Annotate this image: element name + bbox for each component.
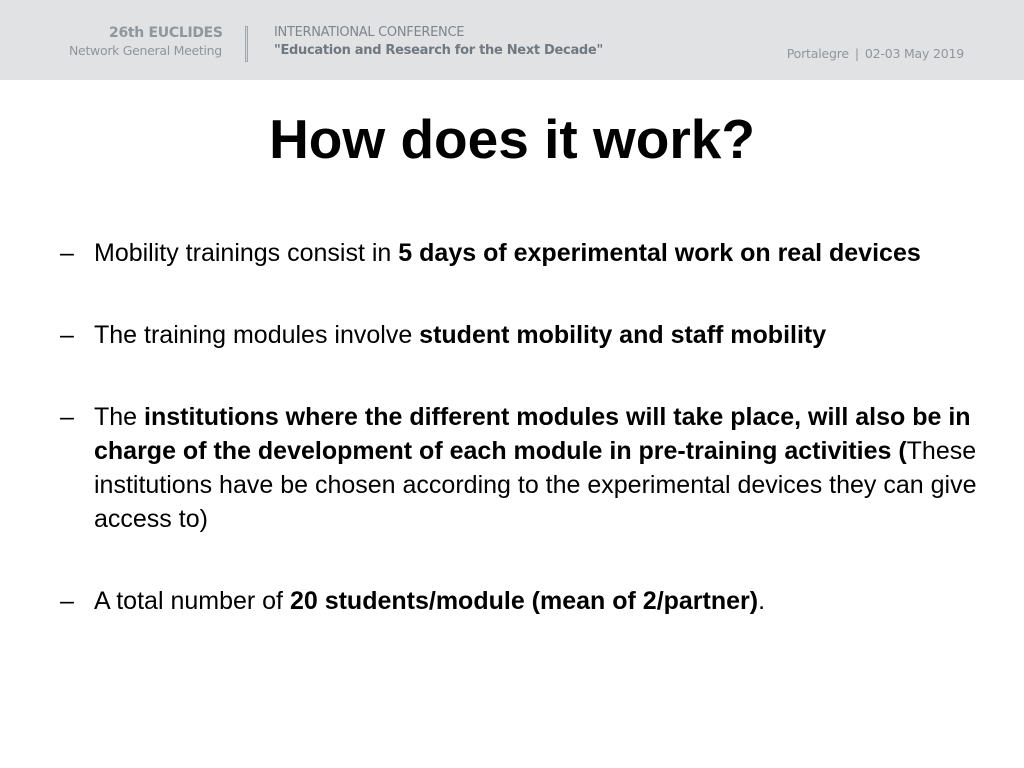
bullet-item [60, 236, 1015, 270]
bullet-dash: – [60, 239, 74, 267]
bullet-dash: – [60, 403, 74, 431]
conference-theme: "Education and Research for the Next Decade" [274, 43, 603, 58]
bullet-item [60, 584, 1015, 618]
bullet-list [60, 236, 1015, 618]
location-separator: | [854, 46, 859, 61]
bullet-text: Mobility trainings consist in [94, 239, 399, 267]
bullet-text: . [758, 587, 766, 615]
conference-block [274, 24, 603, 60]
event-subtitle: Network General Meeting [69, 43, 222, 58]
dates: 02-03 May 2019 [864, 46, 964, 61]
location: Portalegre [786, 46, 849, 61]
bullet-text: These institutions have be chosen according to the experimental devices they can give access to) [94, 437, 977, 533]
event-title: 26th EUCLIDES [109, 25, 223, 41]
bullet-item [60, 400, 1015, 536]
header-banner [0, 0, 1024, 80]
bullet-dash: – [60, 321, 74, 349]
slide-title: How does it work? [269, 108, 755, 170]
bullet-text: The [94, 403, 145, 431]
conference-title: INTERNATIONAL CONFERENCE [274, 25, 465, 40]
bullet-emphasis: 20 students/module (mean of 2/partner) [289, 587, 759, 615]
bullet-text: A total number of [94, 587, 290, 615]
location-dates [787, 46, 964, 61]
bullet-dash: – [60, 587, 74, 615]
bullet-text: The training modules involve [94, 321, 420, 349]
bullet-item [60, 318, 1015, 352]
bullet-emphasis: student mobility and staff mobility [419, 321, 827, 349]
header-divider [245, 26, 248, 62]
bullet-emphasis: institutions where the different modules will take place, will also be in charge of the development of each module in pre-training activities ( [94, 403, 971, 465]
bullet-emphasis: 5 days of experimental work on real devices [398, 239, 921, 267]
event-block [69, 24, 239, 60]
